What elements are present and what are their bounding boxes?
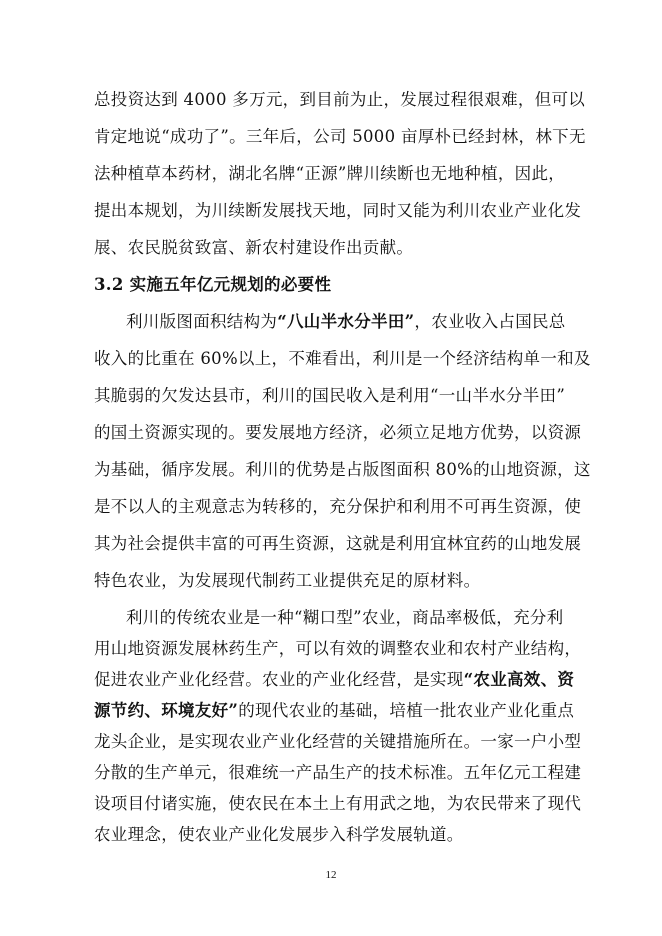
paragraph-2-line-7: 设项目付诸实施，使农民在本土上有用武之地，为农民带来了现代 xyxy=(94,794,582,813)
text-span: 促进农业产业化经营。农业的产业化经营，是实现 xyxy=(94,670,464,689)
paragraph-2-line-4 xyxy=(94,696,574,726)
paragraph-2-line-2: 用山地资源发展林药生产，可以有效的调整农业和农村产业结构， xyxy=(94,639,582,658)
paragraph-2-line-5: 龙头企业，是实现农业产业化经营的关键措施所在。一家一户小型 xyxy=(94,732,582,751)
body-line-5: 展、农民脱贫致富、新农村建设作出贡献。 xyxy=(94,238,414,257)
paragraph-2-line-6: 分散的生产单元，很难统一产品生产的技术标准。五年亿元工程建 xyxy=(94,763,582,782)
paragraph-1-line-2: 收入的比重在 60%以上，不难看出，利川是一个经济结构单一和及 xyxy=(94,349,591,368)
paragraph-1-line-1 xyxy=(126,307,574,337)
text-span: 利川版图面积结构为 xyxy=(126,312,278,331)
text-span: ，农业收入占国民总 xyxy=(414,312,566,331)
body-line-4: 提出本规划，为川续断发展找天地，同时又能为利川农业产业化发 xyxy=(94,201,582,220)
emphasis-text: “八山半水分半田” xyxy=(277,312,415,331)
emphasis-text: “农业高效、资 xyxy=(463,670,575,689)
paragraph-1-line-4: 的国土资源实现的。要发展地方经济，必须立足地方优势，以资源 xyxy=(94,423,582,442)
body-line-2: 肯定地说“成功了”。三年后，公司 5000 亩厚朴已经封林，林下无 xyxy=(94,127,586,146)
page-number: 12 xyxy=(325,869,337,881)
paragraph-1-line-5: 为基础，循序发展。利川的优势是占版图面积 80%的山地资源，这 xyxy=(94,460,591,479)
body-line-1: 总投资达到 4000 多万元，到目前为止，发展过程很艰难，但可以 xyxy=(94,90,586,109)
paragraph-2-line-3 xyxy=(94,665,574,695)
emphasis-text: 源节约、环境友好” xyxy=(94,701,239,720)
section-heading: 3.2 实施五年亿元规划的必要性 xyxy=(94,275,332,294)
paragraph-2-line-1: 利川的传统农业是一种“糊口型”农业，商品率极低，充分利 xyxy=(126,608,564,627)
paragraph-1-line-8: 特色农业，为发展现代制药工业提供充足的原材料。 xyxy=(94,571,481,590)
paragraph-1-line-6: 是不以人的主观意志为转移的，充分保护和利用不可再生资源，使 xyxy=(94,497,582,516)
paragraph-1-line-7: 其为社会提供丰富的可再生资源，这就是利用宜林宜药的山地发展 xyxy=(94,534,582,553)
body-line-3: 法种植草本药材，湖北名牌“正源”牌川续断也无地种植，因此， xyxy=(94,164,566,183)
paragraph-2-line-8: 农业理念，使农业产业化发展步入科学发展轨道。 xyxy=(94,825,464,844)
text-span: 的现代农业的基础，培植一批农业产业化重点 xyxy=(238,701,575,720)
paragraph-1-line-3: 其脆弱的欠发达县市，利川的国民收入是利用“一山半水分半田” xyxy=(94,386,566,405)
